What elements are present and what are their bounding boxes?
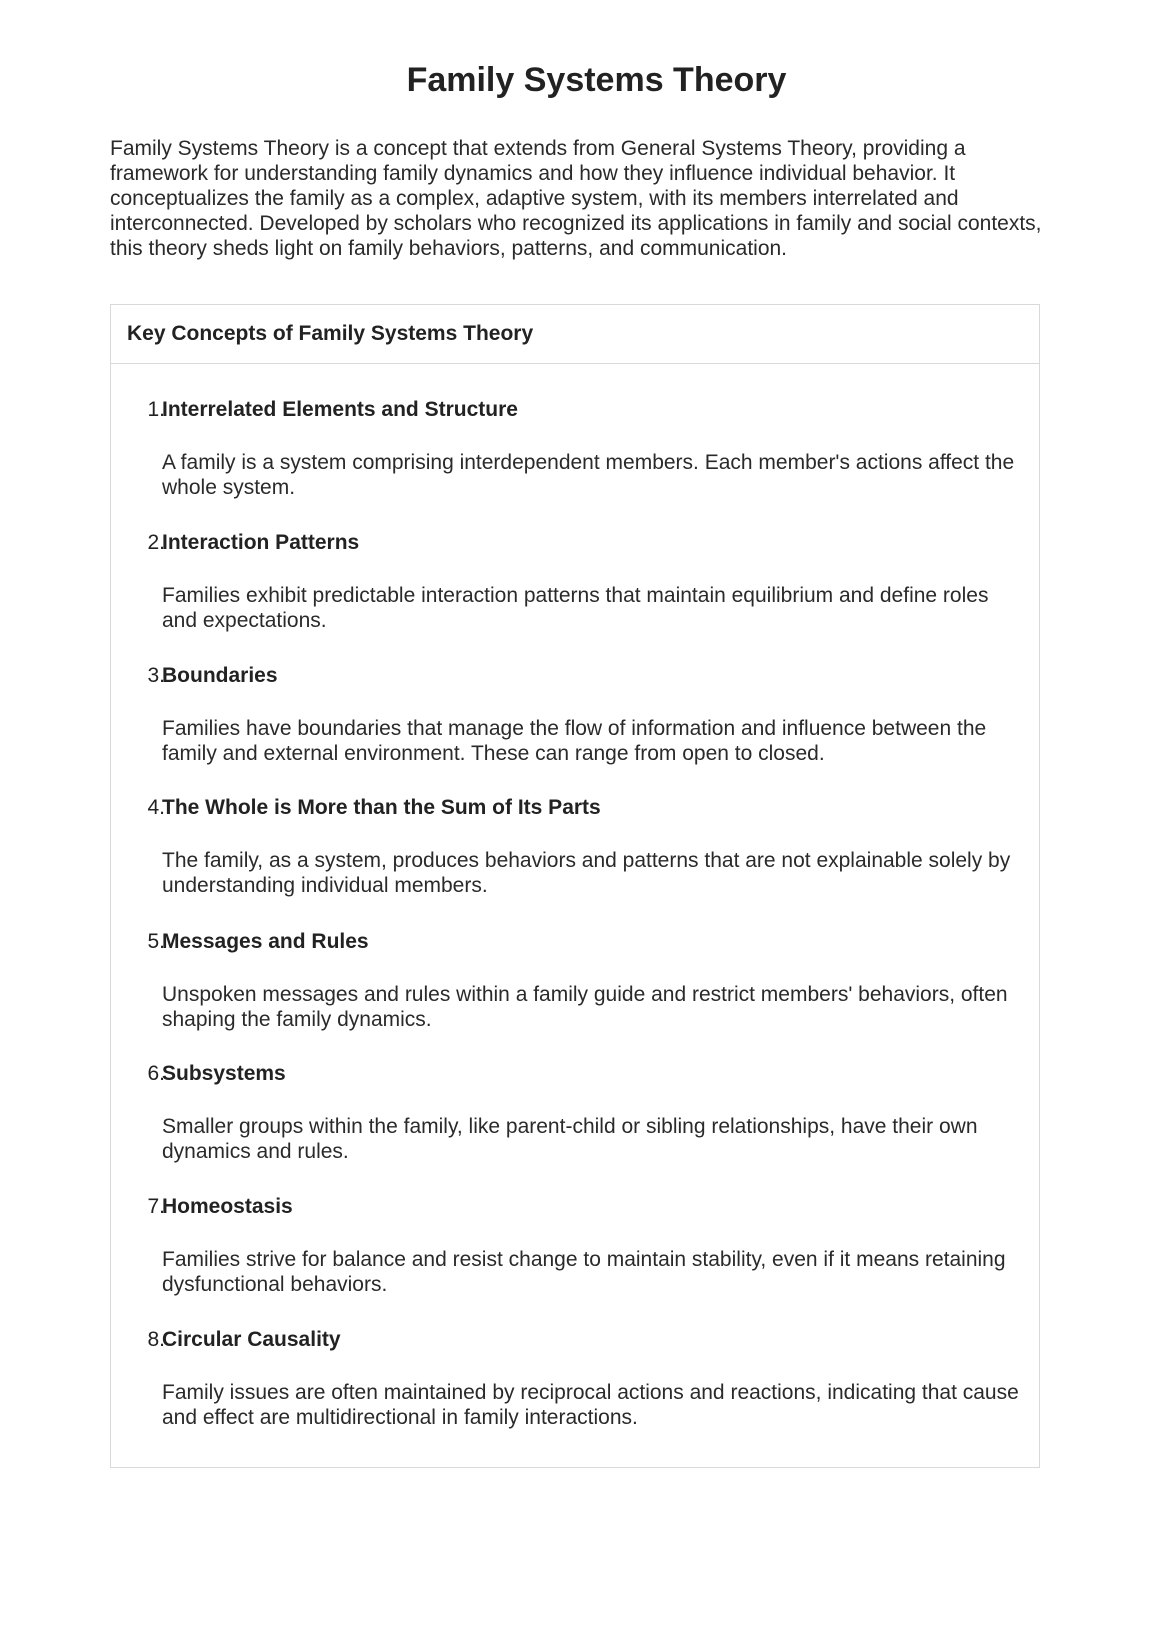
concept-heading: Subsystems xyxy=(162,1062,286,1085)
concept-number: 2. xyxy=(147,531,165,554)
list-item xyxy=(111,497,1039,631)
concept-description: A family is a system comprising interdependent members. Each member's actions affect the whole system. xyxy=(162,451,1015,499)
page-title: Family Systems Theory xyxy=(406,61,787,99)
concept-heading: Messages and Rules xyxy=(162,930,369,953)
concept-number: 6. xyxy=(147,1062,165,1085)
list-item xyxy=(111,630,1039,764)
concept-number: 7. xyxy=(147,1195,165,1218)
card-header xyxy=(111,305,1039,364)
list-item xyxy=(111,1161,1039,1295)
key-concepts-card xyxy=(110,304,1040,1468)
concept-heading: Homeostasis xyxy=(162,1195,293,1218)
concept-description: Family issues are often maintained by reciprocal actions and reactions, indicating that cause and effect are multidirectional in family interactions. xyxy=(162,1381,1019,1429)
concept-description: The family, as a system, produces behaviors and patterns that are not explainable solely by understanding individual members. xyxy=(162,849,1011,897)
concept-number: 4. xyxy=(147,796,165,819)
concept-description: Families strive for balance and resist change to maintain stability, even if it means retaining dysfunctional behaviors. xyxy=(162,1248,1006,1296)
list-item xyxy=(111,364,1039,498)
concept-heading: Interrelated Elements and Structure xyxy=(162,398,518,421)
list-item xyxy=(111,1028,1039,1162)
concept-description: Unspoken messages and rules within a family guide and restrict members' behaviors, often shaping the family dynamics. xyxy=(162,983,1008,1031)
concept-number: 8. xyxy=(147,1328,165,1351)
concept-description: Families have boundaries that manage the flow of information and influence between the family and external environment. These can range from open to closed. xyxy=(162,717,987,765)
concept-description: Smaller groups within the family, like parent-child or sibling relationships, have their own dynamics and rules. xyxy=(162,1115,978,1163)
concept-heading: Interaction Patterns xyxy=(162,531,360,554)
list-item xyxy=(111,762,1039,896)
concept-heading: Boundaries xyxy=(162,664,278,687)
concept-number: 3. xyxy=(147,664,165,687)
concept-heading: The Whole is More than the Sum of Its Parts xyxy=(162,796,601,819)
intro-paragraph: Family Systems Theory is a concept that extends from General Systems Theory, providing a framework for understanding family dynamics and how they influence individual behavior. It conceptualizes the family as a complex, adaptive system, with its members interrelated and interconnected. Developed by scholars who recognized its applications in family and social contexts, this theory sheds light on family behaviors, patterns, and communication. xyxy=(110,137,1042,260)
card-title: Key Concepts of Family Systems Theory xyxy=(127,322,534,345)
concept-heading: Circular Causality xyxy=(162,1328,341,1351)
list-item xyxy=(111,896,1039,1030)
concept-number: 1. xyxy=(147,398,165,421)
list-item xyxy=(111,1294,1039,1428)
concept-number: 5. xyxy=(147,930,165,953)
concept-description: Families exhibit predictable interaction patterns that maintain equilibrium and define roles and expectations. xyxy=(162,584,989,632)
